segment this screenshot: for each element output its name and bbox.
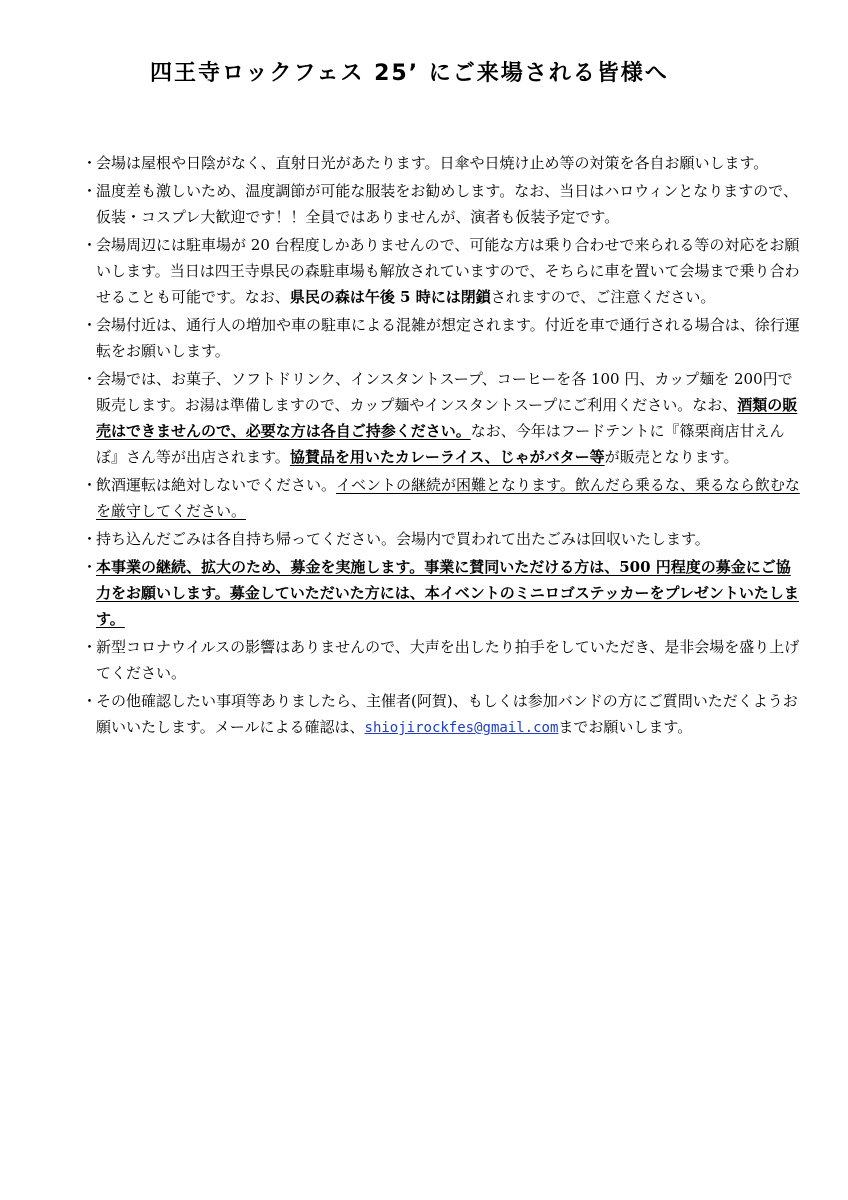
list-item-sunlight (82, 150, 802, 176)
item-text-bold-underline: 本事業の継続、拡大のため、募金を実施します。事業に賛同いただける方は、500 円程度の募金にご協力をお願いします。募金していただいた方には、本イベントのミニロゴステッカーをプレゼントいたします。 (96, 558, 799, 628)
notice-list (82, 150, 802, 743)
item-text: 会場周辺には駐車場が 20 台程度しかありませんので、可能な方は乗り合わせで来られる等の対応をお願いします。当日は四王寺県民の森駐車場も解放されていますので、そちらに車を置いて会場まで乗り合わせることも可能です。なお、 (96, 236, 800, 306)
list-item-covid (82, 634, 802, 686)
item-text: 持ち込んだごみは各自持ち帰ってください。会場内で買われて出たごみは回収いたします。 (96, 530, 710, 548)
item-text: 会場は屋根や日陰がなく、直射日光があたります。日傘や日焼け止め等の対策を各自お願いします。 (96, 154, 769, 172)
bullet: ・ (82, 692, 98, 710)
bullet: ・ (82, 638, 98, 656)
list-item-food (82, 366, 802, 470)
list-item-garbage (82, 526, 802, 552)
list-item-contact (82, 688, 802, 741)
item-text: 会場付近は、通行人の増加や車の駐車による混雑が想定されます。付近を車で通行される場合は、徐行運転をお願いします。 (96, 316, 800, 360)
item-text: までお願いします。 (558, 718, 693, 736)
item-text: が販売となります。 (604, 448, 739, 466)
list-item-donation (82, 554, 802, 632)
bullet: ・ (82, 316, 98, 334)
bullet: ・ (82, 236, 98, 254)
email-link[interactable]: shiojirockfes@gmail.com (364, 720, 559, 736)
item-text-bold-underline: 酒類の販売はできませんので、必要な方は各自ご持参ください。 (96, 396, 798, 440)
bullet: ・ (82, 154, 98, 172)
item-text-bold: 県民の森は午後 5 時には閉鎖 (289, 288, 491, 306)
list-item-parking (82, 232, 802, 310)
list-item-drunk-driving (82, 472, 802, 524)
item-text: されますので、ご注意ください。 (490, 288, 716, 306)
bullet: ・ (82, 182, 98, 200)
list-item-traffic (82, 312, 802, 364)
list-item-clothing (82, 178, 802, 230)
page-title: 四王寺ロックフェス 25’ にご来場される皆様へ (150, 61, 669, 86)
item-text-underline: イベントの継続が困難となります。飲んだら乗るな、乗るなら飲むなを厳守してください。 (96, 476, 800, 520)
item-text: なお、今年はフードテントに『篠栗商店甘えんぼ』さん等が出店されます。 (96, 422, 785, 466)
bullet: ・ (82, 370, 98, 388)
bullet: ・ (82, 476, 98, 494)
bullet: ・ (82, 558, 98, 576)
item-text: 会場では、お菓子、ソフトドリンク、インスタントスープ、コーヒーを各 100 円、カップ麺を 200円で販売します。お湯は準備しますので、カップ麺やインスタントスープにご利用ください。なお、 (96, 370, 793, 414)
item-text-bold-underline: 協賛品を用いたカレーライス、じゃがバター等 (289, 448, 605, 466)
item-text: その他確認したい事項等ありましたら、主催者(阿賀)、もしくは参加バンドの方にご質問いただくようお願いいたします。メールによる確認は、 (96, 692, 798, 736)
bullet: ・ (82, 530, 98, 548)
item-text: 温度差も激しいため、温度調節が可能な服装をお勧めします。なお、当日はハロウィンとなりますので、仮装・コスプレ大歓迎です！！全員ではありませんが、演者も仮装予定です。 (96, 182, 799, 226)
item-text: 新型コロナウイルスの影響はありませんので、大声を出したり拍手をしていただき、是非会場を盛り上げてください。 (96, 638, 800, 682)
item-text: 飲酒運転は絶対しないでください。 (96, 476, 337, 494)
